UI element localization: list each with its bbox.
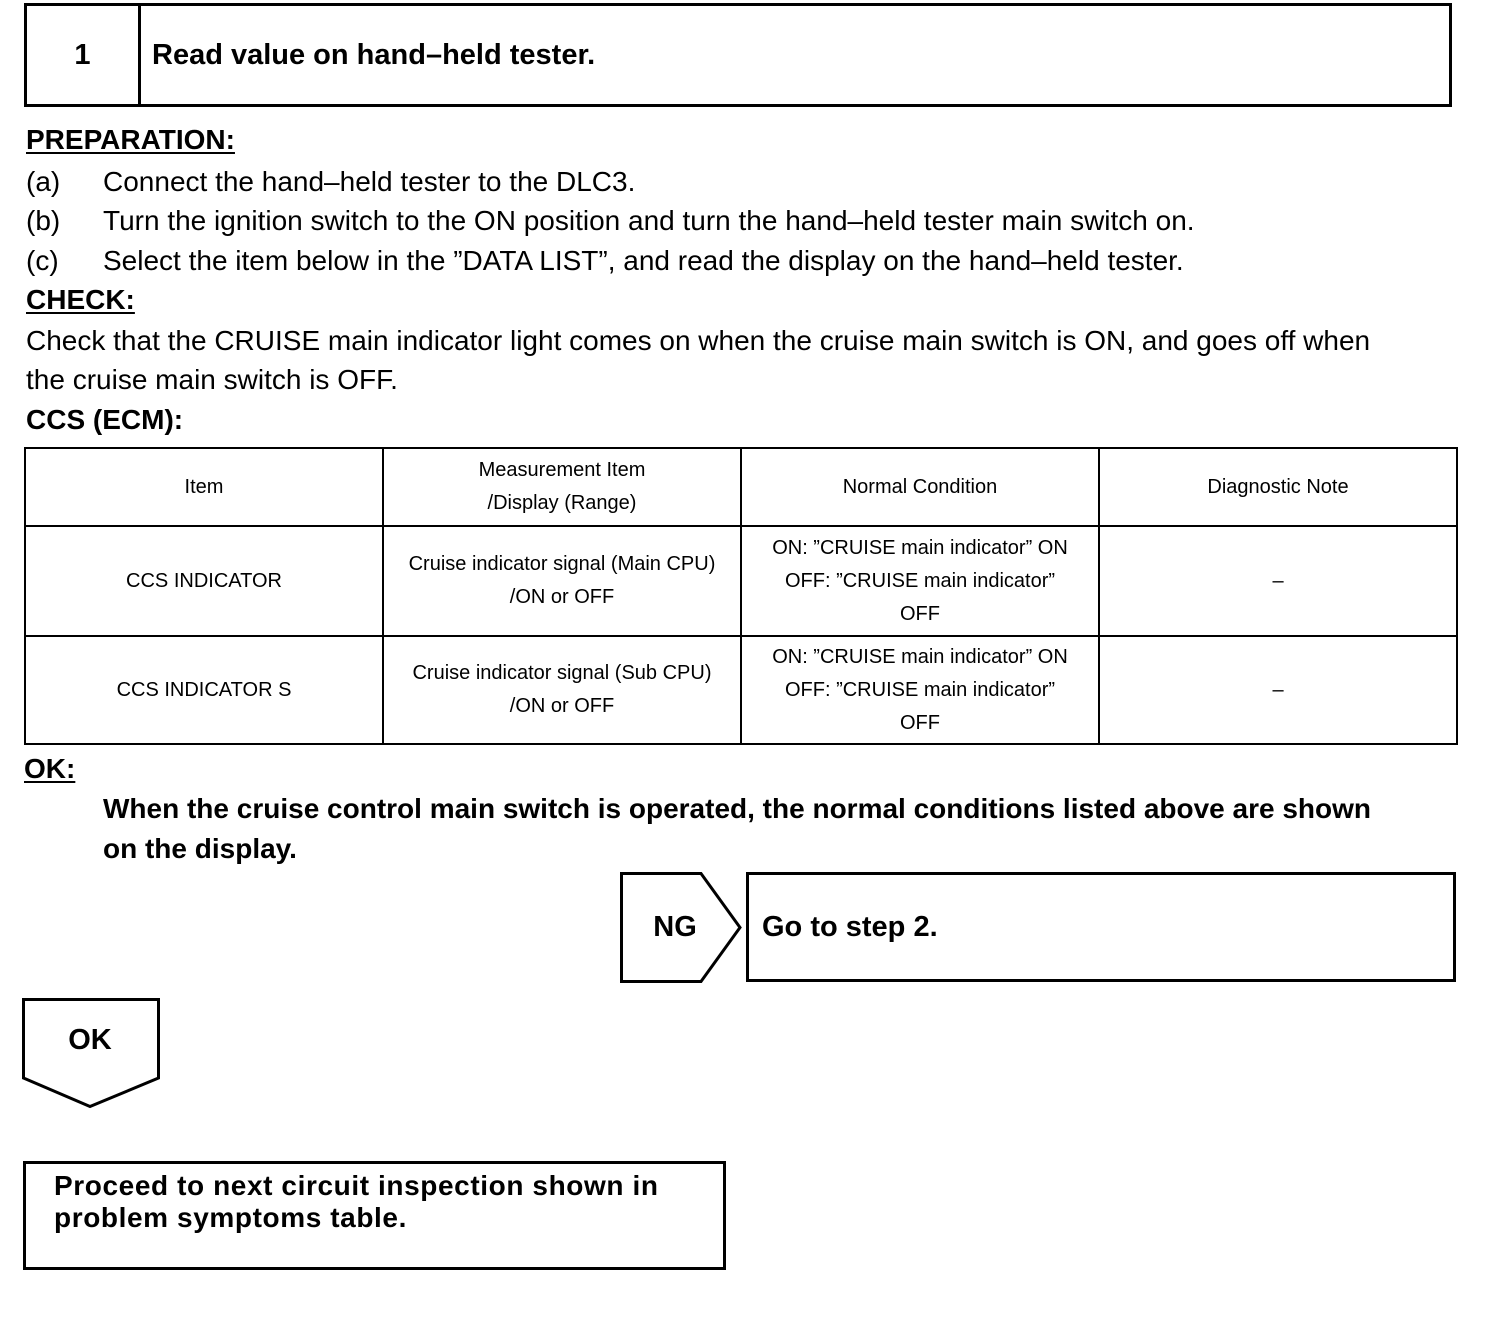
cell-measurement (383, 636, 741, 744)
final-line1: Proceed to next circuit inspection shown in (54, 1170, 659, 1201)
cell-diagnostic-note: – (1099, 526, 1457, 636)
data-list-table (24, 447, 1458, 745)
table-title: CCS (ECM): (26, 404, 184, 435)
check-text-line2: the cruise main switch is OFF. (26, 364, 398, 395)
cell-normal-line3: OFF (900, 602, 940, 625)
prep-item-label: (a) (26, 166, 61, 197)
header-diagnostic-note: Diagnostic Note (1099, 448, 1457, 526)
cell-normal-condition (741, 526, 1099, 636)
ng-destination-box: Go to step 2. (746, 872, 1456, 982)
cell-measurement-line1: Cruise indicator signal (Sub CPU) (412, 662, 712, 684)
cell-normal-condition (741, 636, 1099, 744)
check-text-line1: Check that the CRUISE main indicator light comes on when the cruise main switch is ON, and goes off when (26, 325, 1371, 356)
header-measurement (383, 448, 741, 526)
header-measurement-line2: /Display (Range) (487, 492, 637, 514)
cell-measurement-line1: Cruise indicator signal (Main CPU) (408, 553, 716, 575)
cell-normal-line1: ON: ”CRUISE main indicator” ON (772, 536, 1068, 559)
cell-measurement (383, 526, 741, 636)
table-row (25, 526, 1457, 636)
table-header-row (25, 448, 1457, 526)
step-title: Read value on hand–held tester. (152, 38, 596, 71)
ng-label: NG (653, 911, 697, 943)
header-normal-condition: Normal Condition (741, 448, 1099, 526)
header-measurement-line1: Measurement Item (478, 459, 646, 481)
table-row (25, 636, 1457, 744)
ok-text-line2: on the display. (103, 833, 297, 864)
step-header (24, 3, 1452, 107)
step-number: 1 (27, 6, 141, 104)
prep-item-label: (b) (26, 205, 61, 236)
header-item: Item (25, 448, 383, 526)
ok-label: OK (68, 1023, 112, 1056)
final-line2: problem symptoms table. (54, 1202, 407, 1233)
cell-measurement-line2: /ON or OFF (509, 586, 615, 608)
cell-normal-line2: OFF: ”CRUISE main indicator” (784, 678, 1056, 701)
prep-item-text: Turn the ignition switch to the ON position and turn the hand–held tester main switch on. (103, 205, 1195, 236)
ok-text-line1: When the cruise control main switch is operated, the normal conditions listed above are shown (103, 793, 1372, 824)
final-instruction-box (23, 1161, 726, 1270)
cell-normal-line2: OFF: ”CRUISE main indicator” (784, 569, 1056, 592)
prep-item-label: (c) (26, 245, 59, 276)
ok-heading: OK: (24, 753, 76, 784)
cell-normal-line1: ON: ”CRUISE main indicator” ON (772, 645, 1068, 668)
cell-item: CCS INDICATOR S (25, 636, 383, 744)
cell-normal-line3: OFF (900, 711, 940, 734)
check-heading: CHECK: (26, 284, 135, 315)
prep-item-text: Connect the hand–held tester to the DLC3. (103, 166, 636, 197)
preparation-heading: PREPARATION: (26, 124, 235, 155)
cell-item: CCS INDICATOR (25, 526, 383, 636)
prep-item-text: Select the item below in the ”DATA LIST”, and read the display on the hand–held tester. (103, 245, 1184, 276)
cell-measurement-line2: /ON or OFF (509, 695, 615, 717)
cell-diagnostic-note: – (1099, 636, 1457, 744)
